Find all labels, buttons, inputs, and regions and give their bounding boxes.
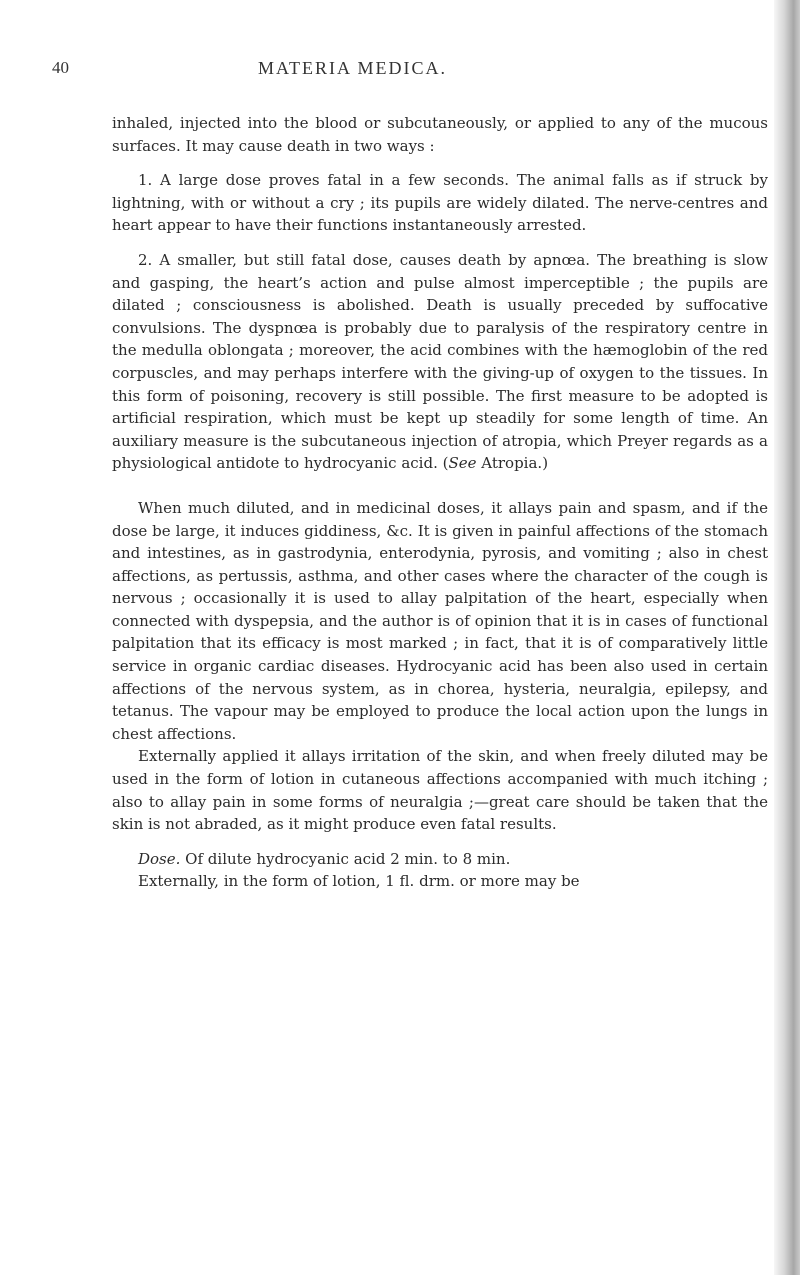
dose-text: Of dilute hydrocyanic acid 2 min. to 8 min. xyxy=(180,849,511,868)
atropia-reference: Atropia.) xyxy=(476,454,549,473)
page-edge-shadow xyxy=(774,0,800,1275)
see-reference: See xyxy=(448,454,477,473)
dose-label: Dose. xyxy=(138,849,181,868)
body-text xyxy=(112,112,768,893)
paragraph-dose xyxy=(112,848,768,871)
paragraph-external-dose: Externally, in the form of lotion, 1 fl. drm. or more may be xyxy=(138,872,580,891)
page-header xyxy=(0,58,800,86)
paragraph-smaller-dose xyxy=(112,249,768,475)
running-title: MATERIA MEDICA. xyxy=(258,58,448,78)
page-number: 40 xyxy=(52,58,69,77)
paragraph-medicinal-doses: When much diluted, and in medicinal doses, it allays pain and spasm, and if the dose be large, it induces giddiness, &c. It is given in painful affections of the stomach and intestines, as in gastrodynia, enterodynia, pyrosis, and vomiting ; also in chest affections, as pertussis, asthma, and other cases where the character of the cough is nervous ; occasionally it is used to allay palpitation of the heart, especially when connected with dyspepsia, and the author is of opinion that it is in cases of functional palpitation that its efficacy is most marked ; in fact, that it is of comparatively little service in organic cardiac diseases. Hydrocyanic acid has been also used in certain affections of the nervous system, as in chorea, hysteria, neuralgia, epilepsy, and tetanus. The vapour may be employed to produce the local action upon the lungs in chest affections. xyxy=(112,498,768,743)
paragraph-smaller-dose-text: 2. A smaller, but still fatal dose, causes death by apnœa. The breathing is slow and gasping, the heart’s action and pulse almost imperceptible ; the pupils are dilated ; consciousness is abolished. Death is usually preceded by suffocative convulsions. The dyspnœa is probably due to paralysis of the respiratory centre in the medulla oblongata ; moreover, the acid combines with the hæmoglobin of the red corpuscles, and may perhaps interfere with the giving-up of oxygen to the tissues. In this form of poisoning, recovery is still possible. The first measure to be adopted is artificial respiration, which must be kept up steadily for some length of time. An auxiliary measure is the subcutaneous injection of atropia, which Preyer regards as a physiological antidote to hydrocyanic acid. ( xyxy=(112,250,768,473)
paragraph-intro: inhaled, injected into the blood or subcutaneously, or applied to any of the mucous surfaces. It may cause death in two ways : xyxy=(112,114,768,155)
paragraph-large-dose: 1. A large dose proves fatal in a few seconds. The animal falls as if struck by lightning, with or without a cry ; its pupils are widely dilated. The nerve-centres and heart appear to have their functions instantaneously arrested. xyxy=(112,171,768,235)
paragraph-external-use: Externally applied it allays irritation of the skin, and when freely diluted may be used in the form of lotion in cutaneous affections accompanied with much itching ; also to allay pain in some forms of neuralgia ;—great care should be taken that the skin is not abraded, as it might produce even fatal results. xyxy=(112,747,768,834)
